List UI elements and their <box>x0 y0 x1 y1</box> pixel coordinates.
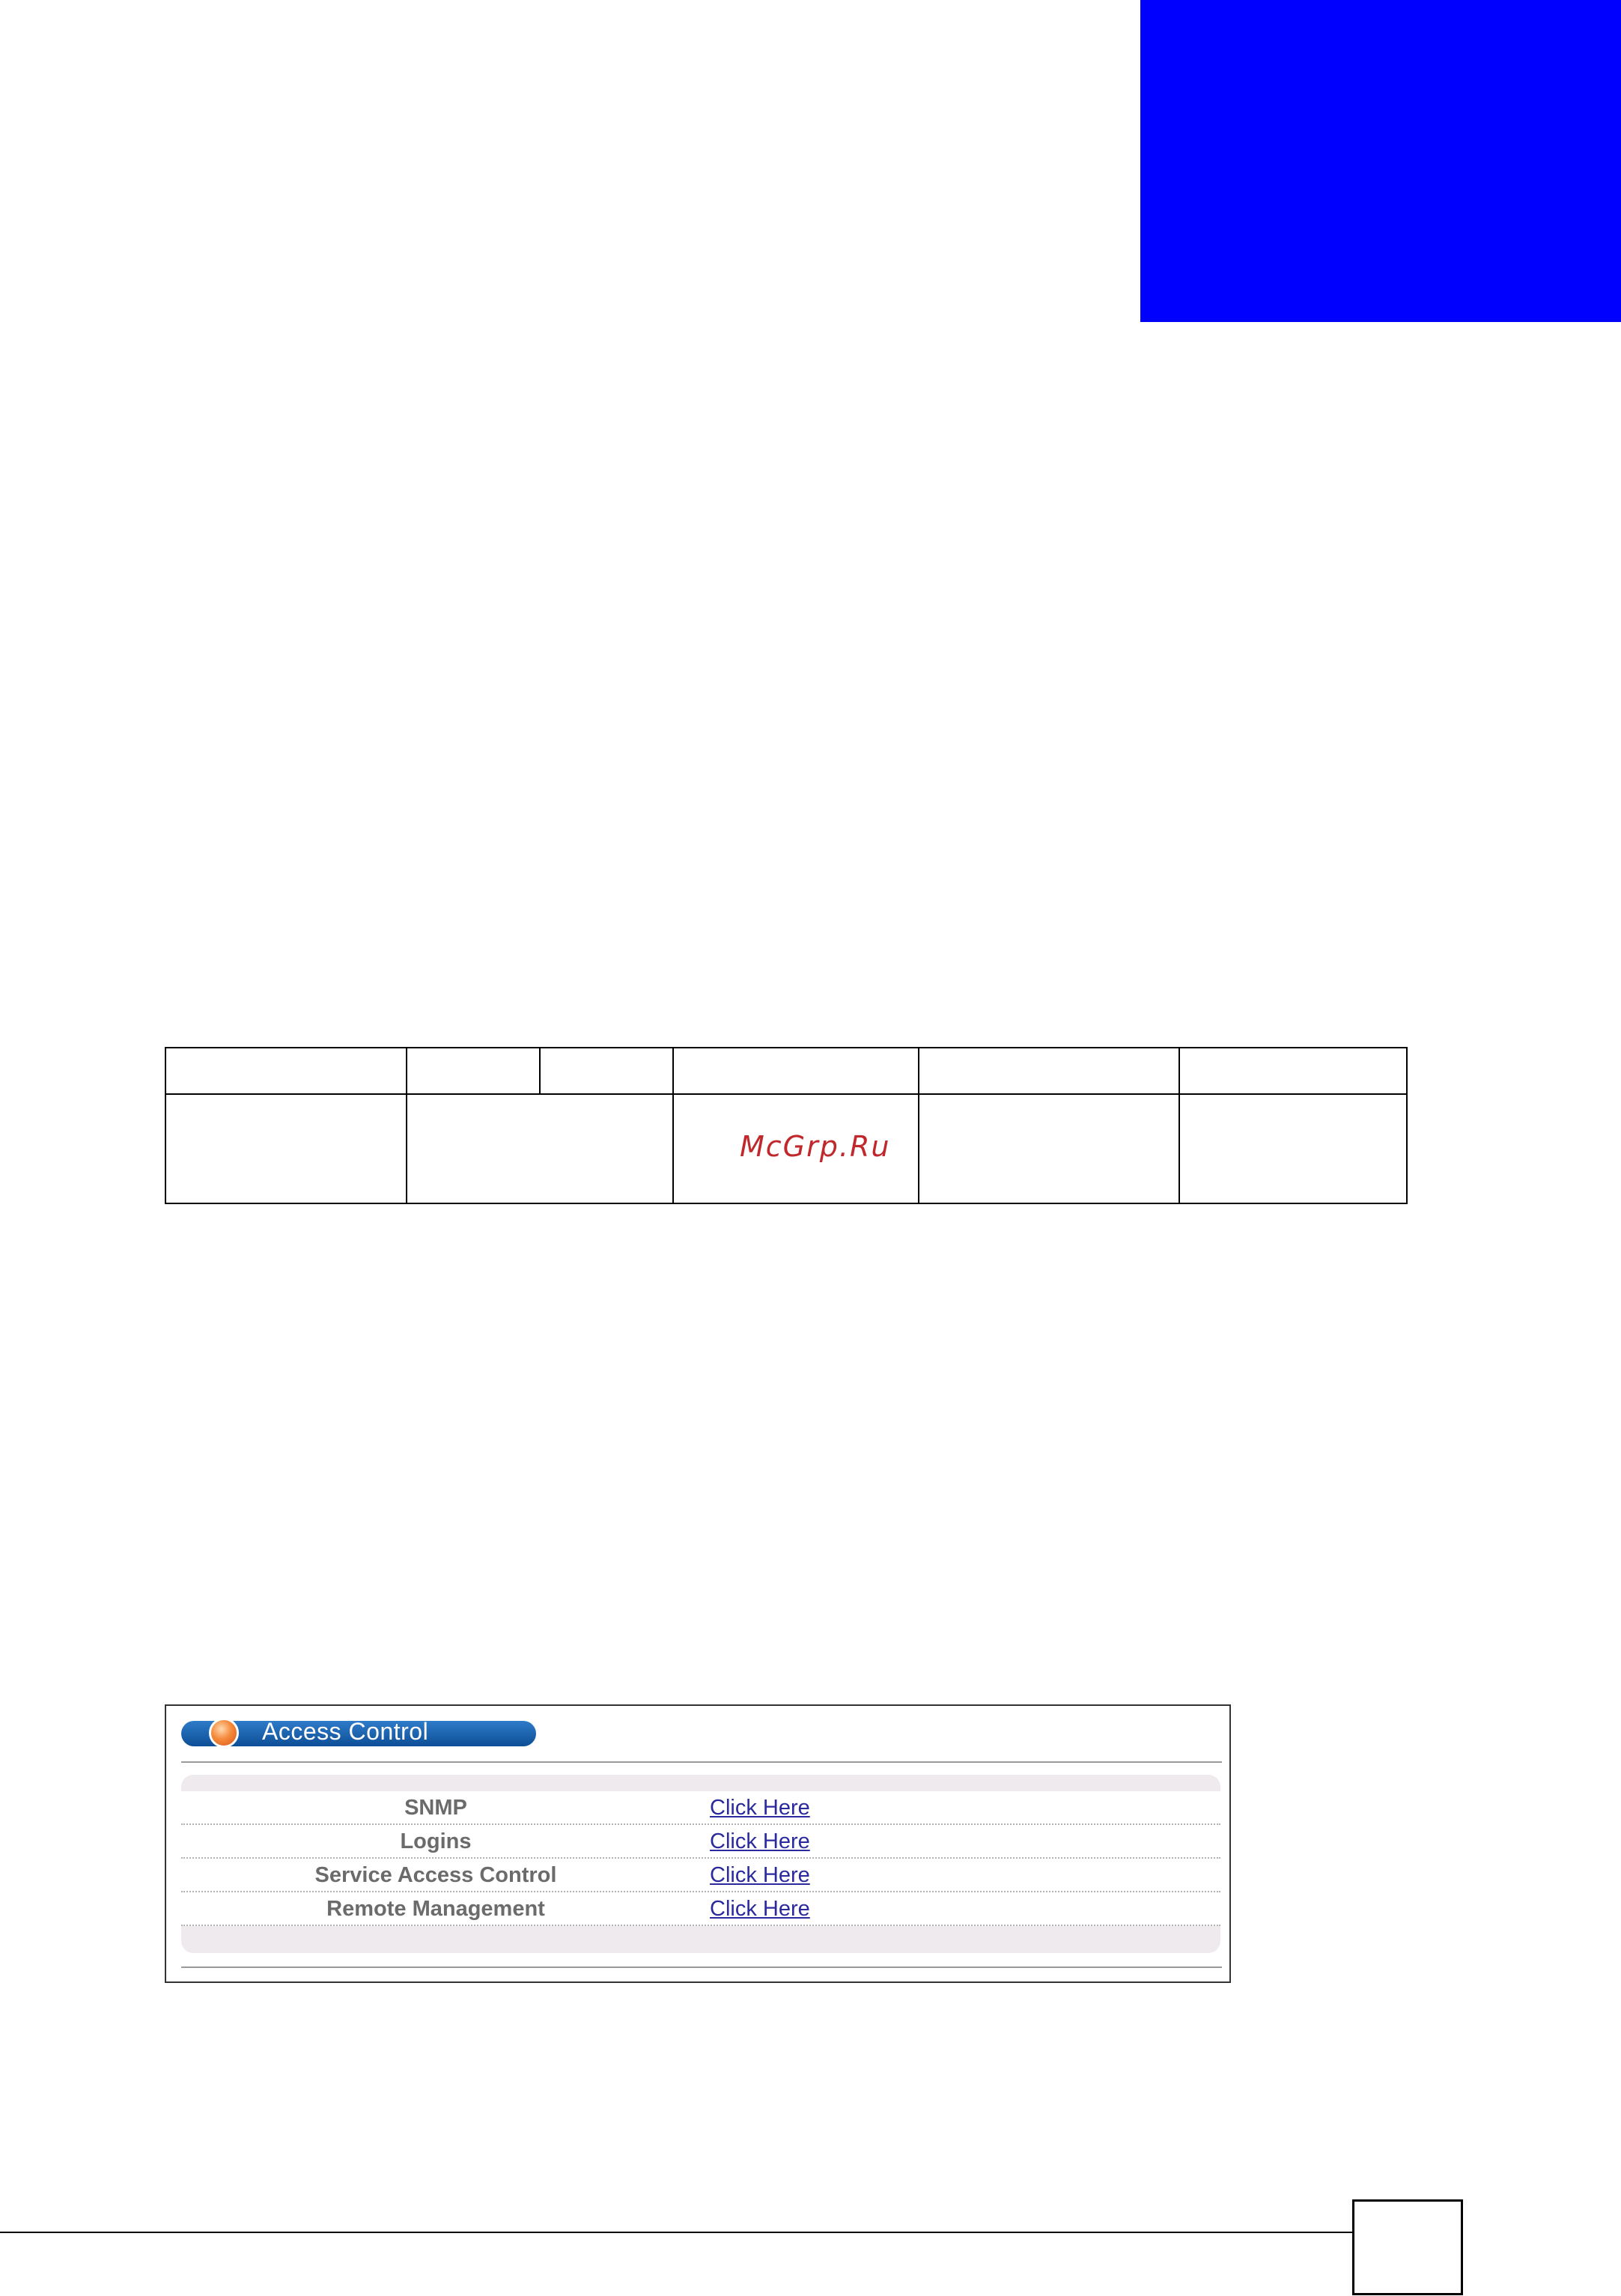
snmp-click-here-link[interactable]: Click Here <box>710 1796 810 1820</box>
table-cell <box>165 1048 407 1094</box>
list-item <box>181 1859 1220 1892</box>
table-cell <box>919 1048 1179 1094</box>
service-access-control-click-here-link[interactable]: Click Here <box>710 1863 810 1887</box>
row-label-service-access-control: Service Access Control <box>314 1863 557 1887</box>
table-row <box>165 1048 1407 1094</box>
row-label-snmp: SNMP <box>404 1796 467 1820</box>
table-cell <box>1179 1048 1407 1094</box>
chapter-tab <box>1140 0 1621 322</box>
access-control-screenshot <box>165 1704 1231 1983</box>
page-number-box <box>1352 2199 1463 2295</box>
table-cell <box>1179 1094 1407 1203</box>
panel-title: Access Control <box>262 1718 429 1745</box>
row-label-logins: Logins <box>400 1829 472 1853</box>
divider <box>181 1967 1222 1968</box>
remote-management-click-here-link[interactable]: Click Here <box>710 1897 810 1921</box>
table-cell <box>407 1048 540 1094</box>
orb-icon <box>209 1718 239 1748</box>
table-cell <box>540 1048 673 1094</box>
row-label-remote-management: Remote Management <box>326 1897 545 1921</box>
list-item <box>181 1791 1220 1825</box>
info-table <box>165 1047 1408 1204</box>
access-control-list <box>181 1775 1220 1953</box>
table-cell <box>407 1094 673 1203</box>
table-cell <box>673 1048 919 1094</box>
list-item <box>181 1892 1220 1926</box>
divider <box>181 1761 1222 1763</box>
list-item <box>181 1825 1220 1859</box>
footer-rule <box>0 2232 1352 2233</box>
watermark: McGrp.Ru <box>740 1130 891 1163</box>
table-cell <box>919 1094 1179 1203</box>
logins-click-here-link[interactable]: Click Here <box>710 1829 810 1853</box>
table-cell <box>165 1094 407 1203</box>
